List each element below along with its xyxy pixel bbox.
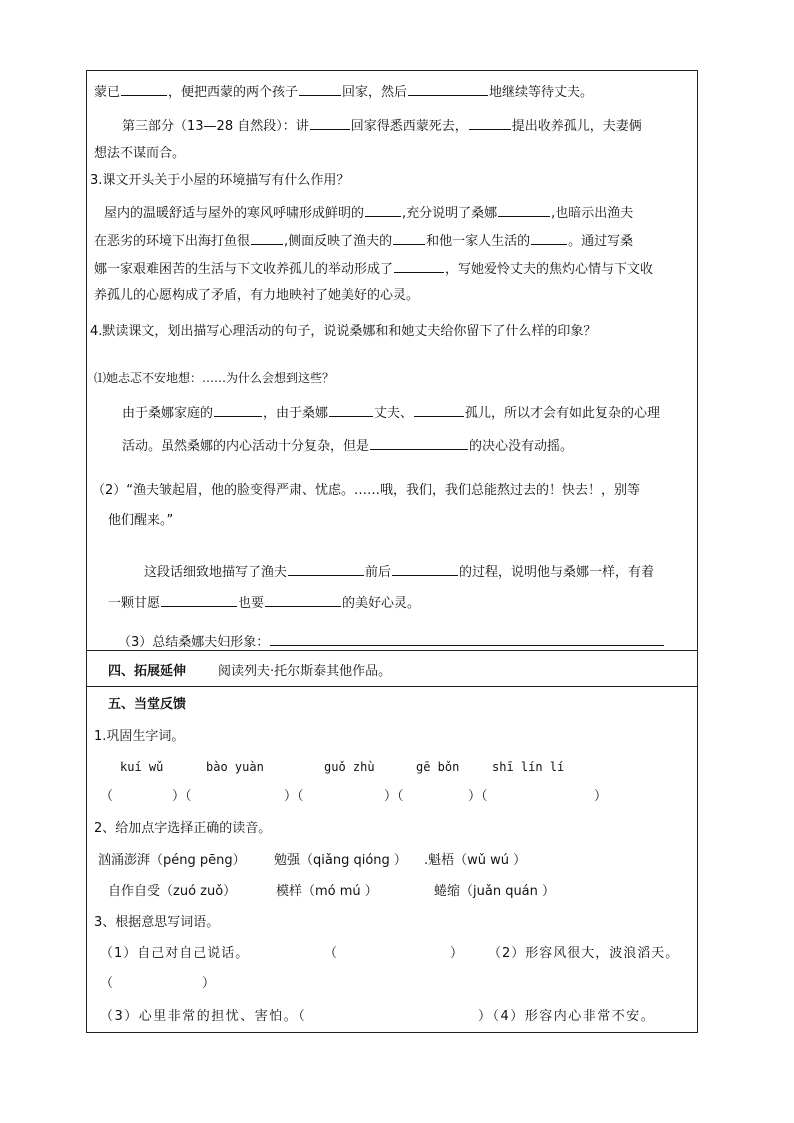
pinyin-2: bào yuàn — [206, 760, 264, 774]
q3-answer-line-1: 屋内的温暖舒适与屋外的寒风呼啸形成鲜明的 ,充分说明了桑娜 ,也暗示出渔夫 — [104, 203, 633, 223]
word-def-4: ）（4）形容内心非常不安。 — [478, 1009, 656, 1024]
feedback-q1-title: 1.巩固生字词。 — [94, 729, 185, 744]
pinyin-1: kuí wǔ — [120, 760, 164, 774]
divider-line — [86, 686, 698, 687]
answer-blank[interactable] — [370, 436, 468, 450]
q3-answer-line-4: 养孤儿的心愿构成了矛盾，有力地映衬了她美好的心灵。 — [94, 288, 420, 303]
answer-paren-4[interactable]: ）（ — [384, 789, 404, 804]
reading-choice-4[interactable]: 自作自受（zuó zuǒ） — [108, 884, 237, 899]
q4-part-2-quote-end: 他们醒来。” — [108, 513, 174, 528]
answer-blank[interactable] — [393, 231, 425, 245]
answer-paren-3[interactable]: ）（ — [284, 789, 304, 804]
answer-blank[interactable] — [121, 82, 167, 96]
answer-paren-1[interactable]: （ — [100, 789, 114, 804]
answer-blank[interactable] — [270, 632, 664, 646]
answer-blank[interactable] — [408, 82, 488, 96]
q4-part-1-prompt: ⑴她忐忑不安地想：……为什么会想到这些？ — [94, 371, 335, 385]
summary-line-2: 第三部分（13—28 自然段）：讲 回家得悉西蒙死去， 提出收养孤儿，夫妻俩 — [122, 116, 642, 136]
answer-blank[interactable] — [214, 403, 262, 417]
reading-choice-2[interactable]: 勉强（qiǎng qióng ） — [274, 853, 407, 868]
answer-blank[interactable] — [310, 116, 350, 130]
q4-part-2-line-2: 一颗甘愿 也要 的美好心灵。 — [108, 593, 420, 613]
q4-part-1-line-1: 由于桑娜家庭的 ，由于桑娜 丈夫、 孤儿，所以才会有如此复杂的心理 — [122, 403, 660, 423]
answer-paren-5[interactable]: ）（ — [468, 789, 488, 804]
word-def-3: （3）心里非常的担忧、害怕。（ — [100, 1009, 307, 1024]
answer-blank[interactable] — [392, 562, 458, 576]
summary-line-1: 蒙已 ，便把西蒙的两个孩子 回家，然后 地继续等待丈夫。 — [94, 82, 593, 102]
section-4-text: 阅读列夫·托尔斯泰其他作品。 — [218, 664, 392, 679]
q3-answer-line-2: 在恶劣的环境下出海打鱼很 ,侧面反映了渔夫的 和他一家人生活的 。通过写桑 — [94, 231, 633, 251]
q3-answer-line-3: 娜一家艰难困苦的生活与下文收养孤儿的举动形成了 ，写她爱怜丈夫的焦灼心情与下文收 — [94, 259, 653, 279]
word-def-2: （2）形容风很大，波浪滔天。 — [488, 946, 680, 961]
answer-blank[interactable] — [265, 593, 341, 607]
answer-blank[interactable] — [469, 116, 511, 130]
answer-blank[interactable] — [299, 82, 341, 96]
answer-blank[interactable] — [365, 203, 401, 217]
answer-blank[interactable] — [498, 203, 550, 217]
answer-blank[interactable] — [251, 231, 283, 245]
word-def-1: （1）自己对自己说话。 — [100, 946, 250, 961]
q4-part-2-line-1: 这段话细致地描写了渔夫 前后 的过程，说明他与桑娜一样，有着 — [144, 562, 654, 582]
answer-blank[interactable] — [329, 403, 373, 417]
reading-choice-3[interactable]: .魁梧（wǔ wú ） — [424, 853, 527, 868]
answer-blank[interactable] — [288, 562, 364, 576]
q4-part-1-line-2: 活动。虽然桑娜的内心活动十分复杂，但是 的决心没有动摇。 — [122, 436, 573, 456]
question-3-title: 3.课文开头关于小屋的环境描写有什么作用？ — [90, 173, 350, 188]
section-5-heading: 五、当堂反馈 — [108, 697, 187, 712]
answer-paren-w1-open[interactable]: （ — [324, 946, 338, 961]
q4-part-3-line: （3）总结桑娜夫妇形象： — [118, 632, 665, 652]
answer-blank[interactable] — [394, 259, 444, 273]
answer-blank[interactable] — [531, 231, 567, 245]
answer-paren-w1-close: ） — [450, 946, 464, 961]
answer-blank[interactable] — [414, 403, 464, 417]
summary-line-3: 想法不谋而合。 — [94, 146, 186, 161]
feedback-q2-title: 2、给加点字选择正确的读音。 — [94, 821, 272, 836]
question-4-title: 4.默读课文，划出描写心理活动的句子，说说桑娜和和她丈夫给你留下了什么样的印象？ — [90, 324, 597, 339]
pinyin-5: shī lín lí — [492, 760, 565, 774]
pinyin-4: gē bǒn — [416, 760, 460, 774]
answer-paren-w2-close: ） — [202, 976, 216, 991]
reading-choice-5[interactable]: 模样（mó mú ） — [276, 884, 378, 899]
section-4-heading: 四、拓展延伸 — [108, 664, 187, 679]
reading-choice-1[interactable]: 汹涌澎湃（péng pēng） — [98, 853, 246, 868]
pinyin-3: guǒ zhù — [324, 760, 375, 774]
answer-blank[interactable] — [161, 593, 237, 607]
q4-part-2-quote: （2）“渔夫皱起眉，他的脸变得严肃、忧虑。……哦，我们，我们总能熬过去的！快去！，别等 — [92, 483, 641, 498]
answer-paren-w2-open[interactable]: （ — [100, 976, 114, 991]
reading-choice-6[interactable]: 蜷缩（juǎn quán ） — [434, 884, 556, 899]
feedback-q3-title: 3、根据意思写词语。 — [94, 915, 220, 930]
